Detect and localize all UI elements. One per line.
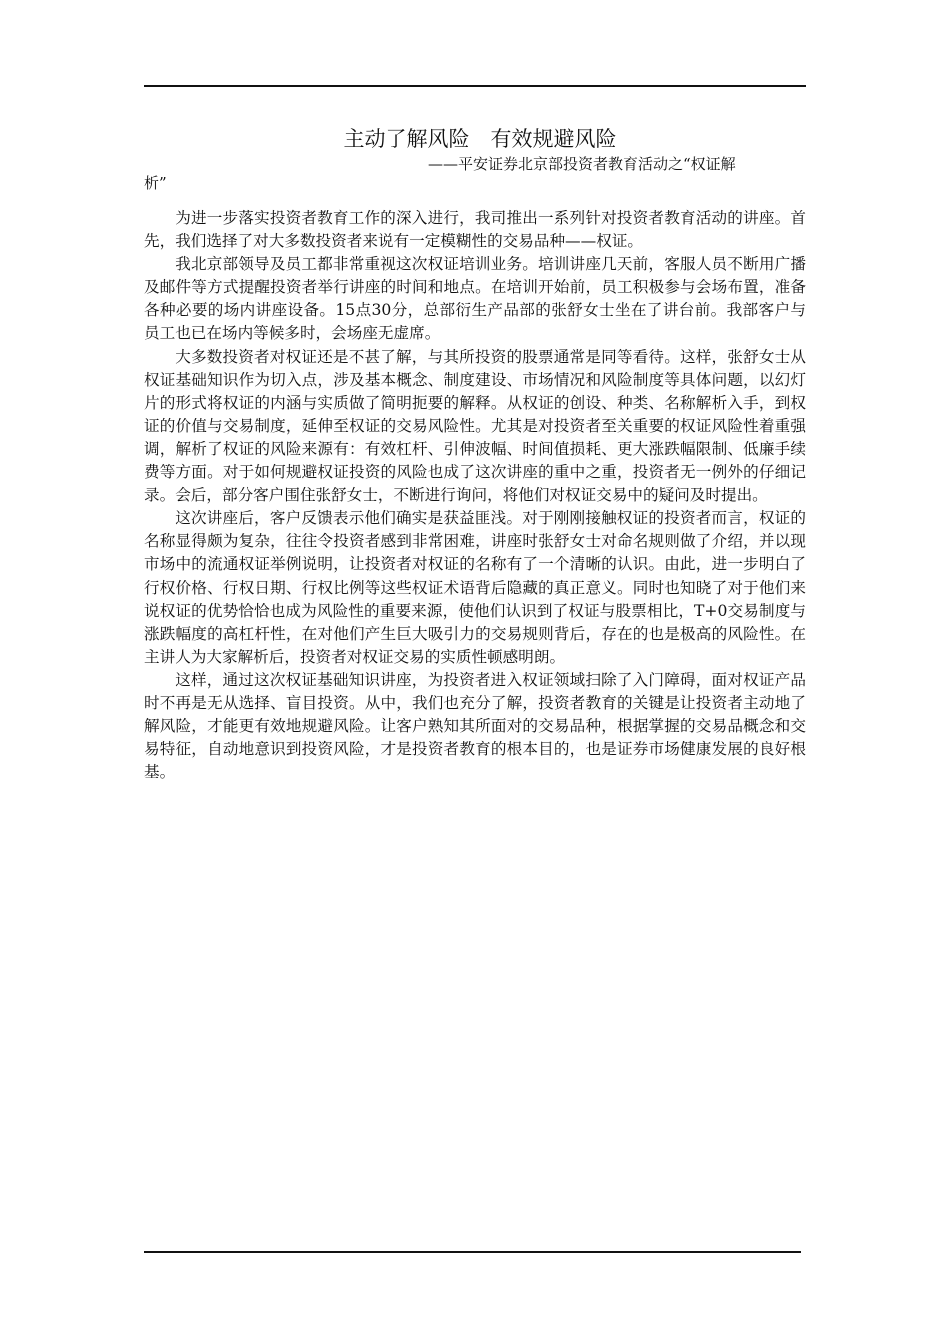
paragraph-intro: 为进一步落实投资者教育工作的深入进行，我司推出一系列针对投资者教育活动的讲座。首先，我们选择了对大多数投资者来说有一定模糊性的交易品种——权证。 [144, 209, 806, 251]
paragraph-content: 大多数投资者对权证还是不甚了解，与其所投资的股票通常是同等看待。这样，张舒女士从权证基础知识作为切入点，涉及基本概念、制度建设、市场情况和风险制度等具体问题，以幻灯片的形式将权证的内涵与实质做了简明扼要的解释。从权证的创设、种类、名称解析入手，到权证的价值与交易制度，延伸至权证的交易风险性。尤其是对投资者至关重要的权证风险性着重强调，解析了权证的风险来源有：有效杠杆、引伸波幅、时间值损耗、更大涨跌幅限制、低廉手续费等方面。对于如何规避权证投资的风险也成了这次讲座的重中之重，投资者无一例外的仔细记录。会后，部分客户围住张舒女士，不断进行询问，将他们对权证交易中的疑问及时提出。 [144, 347, 806, 505]
page-subtitle: ——平安证券北京部投资者教育活动之“权证解 [428, 155, 736, 173]
paragraph-feedback: 这次讲座后，客户反馈表示他们确实是获益匪浅。对于刚刚接触权证的投资者而言，权证的名称显得颇为复杂，往往令投资者感到非常困难，讲座时张舒女士对命名规则做了介绍，并以现市场中的流通权证举例说明，让投资者对权证的名称有了一个清晰的认识。由此，进一步明白了行权价格、行权日期、行权比例等这些权证术语背后隐藏的真正意义。同时也知晓了对于他们来说权证的优势恰恰也成为风险性的重要来源，使他们认识到了权证与股票相比，T+0交易制度与涨跌幅度的高杠杆性，在对他们产生巨大吸引力的交易规则背后，存在的也是极高的风险性。在主讲人为大家解析后，投资者对权证交易的实质性顿感明朗。 [144, 509, 806, 666]
article-body [144, 207, 806, 784]
footer-rule [144, 1251, 801, 1253]
page-subtitle-continued: 析” [144, 174, 167, 192]
page-title: 主动了解风险 有效规避风险 [343, 127, 617, 151]
paragraph-conclusion: 这样，通过这次权证基础知识讲座，为投资者进入权证领域扫除了入门障碍，面对权证产品时不再是无从选择、盲目投资。从中，我们也充分了解，投资者教育的关键是让投资者主动地了解风险，才能更有效地规避风险。让客户熟知其所面对的交易品种，根据掌握的交易品概念和交易特征，自动地意识到投资风险，才是投资者教育的根本目的，也是证券市场健康发展的良好根基。 [144, 670, 806, 782]
header-rule [144, 85, 806, 87]
paragraph-preparation: 我北京部领导及员工都非常重视这次权证培训业务。培训讲座几天前，客服人员不断用广播及邮件等方式提醒投资者举行讲座的时间和地点。在培训开始前，员工积极参与会场布置，准备各种必要的场内讲座设备。15点30分，总部衍生产品部的张舒女士坐在了讲台前。我部客户与员工也已在场内等候多时，会场座无虚席。 [144, 255, 806, 343]
